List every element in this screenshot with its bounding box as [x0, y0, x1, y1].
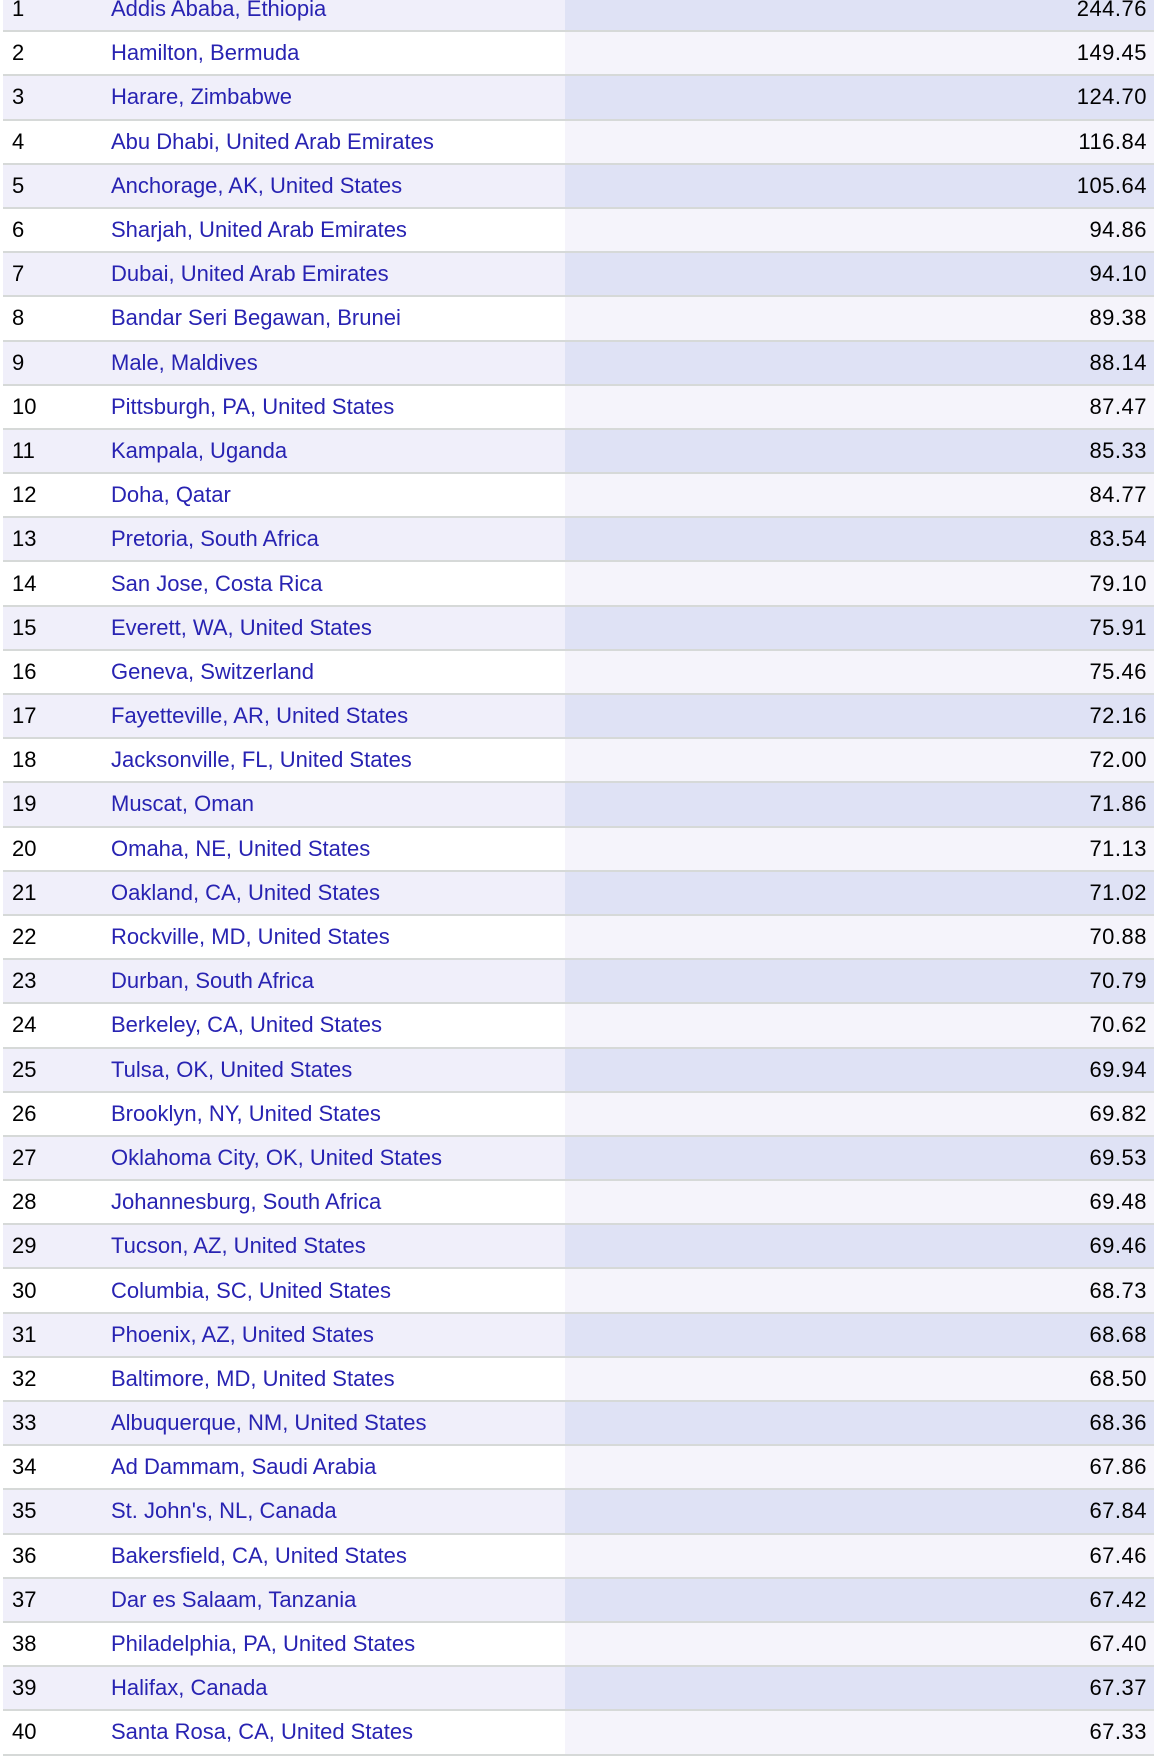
- table-row: [3, 0, 1154, 32]
- table-row: [3, 1269, 1154, 1313]
- city-link[interactable]: Berkeley, CA, United States: [111, 1012, 383, 1038]
- index-value: 67.42: [1089, 1586, 1147, 1612]
- city-cell: [95, 474, 565, 516]
- city-link[interactable]: Sharjah, United Arab Emirates: [111, 217, 407, 243]
- index-bar-cell: [565, 1225, 1154, 1267]
- city-cell: [95, 1667, 565, 1709]
- index-bar-cell: [565, 651, 1154, 693]
- city-link[interactable]: Hamilton, Bermuda: [111, 40, 300, 66]
- index-bar-cell: [565, 297, 1154, 339]
- table-row: [3, 1667, 1154, 1711]
- index-bar-cell: [565, 1093, 1154, 1135]
- table-row: [3, 960, 1154, 1004]
- index-bar-cell: [565, 739, 1154, 781]
- rank-cell: 37: [3, 1579, 95, 1621]
- table-row: [3, 209, 1154, 253]
- rank-cell: 32: [3, 1358, 95, 1400]
- rank-cell: 20: [3, 828, 95, 870]
- table-row: [3, 651, 1154, 695]
- index-bar-cell: [565, 1623, 1154, 1665]
- city-link[interactable]: Philadelphia, PA, United States: [111, 1631, 416, 1657]
- city-link[interactable]: Omaha, NE, United States: [111, 835, 371, 861]
- index-bar-cell: [565, 1579, 1154, 1621]
- index-value: 84.77: [1089, 482, 1147, 508]
- index-value: 67.46: [1089, 1542, 1147, 1568]
- rank-cell: 19: [3, 783, 95, 825]
- table-row: [3, 1181, 1154, 1225]
- rank-cell: 8: [3, 297, 95, 339]
- city-link[interactable]: Ad Dammam, Saudi Arabia: [111, 1454, 377, 1480]
- city-link[interactable]: San Jose, Costa Rica: [111, 570, 323, 596]
- city-cell: [95, 562, 565, 604]
- city-cell: [95, 916, 565, 958]
- index-value: 72.16: [1089, 703, 1147, 729]
- table-row: [3, 1711, 1154, 1755]
- table-row: [3, 1314, 1154, 1358]
- city-link[interactable]: Columbia, SC, United States: [111, 1277, 392, 1303]
- index-bar-cell: [565, 1446, 1154, 1488]
- index-value: 69.94: [1089, 1056, 1147, 1082]
- index-bar-cell: [565, 1049, 1154, 1091]
- index-value: 89.38: [1089, 305, 1147, 331]
- index-bar-cell: [565, 960, 1154, 1002]
- city-link[interactable]: Tulsa, OK, United States: [111, 1056, 353, 1082]
- rank-cell: 29: [3, 1225, 95, 1267]
- city-cell: [95, 607, 565, 649]
- city-link[interactable]: Anchorage, AK, United States: [111, 172, 403, 198]
- index-value: 75.91: [1089, 614, 1147, 640]
- city-cell: [95, 0, 565, 30]
- index-value: 68.36: [1089, 1410, 1147, 1436]
- table-row: [3, 342, 1154, 386]
- index-bar-cell: [565, 1269, 1154, 1311]
- table-row: [3, 76, 1154, 120]
- city-cell: [95, 1137, 565, 1179]
- rank-cell: 7: [3, 253, 95, 295]
- city-cell: [95, 121, 565, 163]
- index-value: 149.45: [1076, 40, 1147, 66]
- rank-cell: 35: [3, 1490, 95, 1532]
- table-row: [3, 32, 1154, 76]
- city-link[interactable]: Oklahoma City, OK, United States: [111, 1144, 442, 1170]
- table-row: [3, 1446, 1154, 1490]
- table-row: [3, 430, 1154, 474]
- city-cell: [95, 1490, 565, 1532]
- index-bar-cell: [565, 253, 1154, 295]
- city-link[interactable]: Oakland, CA, United States: [111, 879, 381, 905]
- index-bar-cell: [565, 0, 1154, 30]
- table-row: [3, 253, 1154, 297]
- index-value: 67.33: [1089, 1719, 1147, 1745]
- index-value: 67.37: [1089, 1675, 1147, 1701]
- index-bar-cell: [565, 1358, 1154, 1400]
- city-cell: [95, 386, 565, 428]
- index-bar-cell: [565, 916, 1154, 958]
- index-value: 94.86: [1089, 217, 1147, 243]
- table-row: [3, 165, 1154, 209]
- city-link[interactable]: Tucson, AZ, United States: [111, 1233, 366, 1259]
- rank-cell: 17: [3, 695, 95, 737]
- city-link[interactable]: Jacksonville, FL, United States: [111, 747, 412, 773]
- table-row: [3, 1358, 1154, 1402]
- rank-cell: 30: [3, 1269, 95, 1311]
- index-value: 68.50: [1089, 1365, 1147, 1391]
- index-value: 85.33: [1089, 437, 1147, 463]
- rank-cell: 31: [3, 1314, 95, 1356]
- city-link[interactable]: Rockville, MD, United States: [111, 924, 390, 950]
- index-value: 72.00: [1089, 747, 1147, 773]
- city-link[interactable]: Bandar Seri Begawan, Brunei: [111, 305, 401, 331]
- index-value: 71.02: [1089, 879, 1147, 905]
- index-bar-cell: [565, 1667, 1154, 1709]
- table-row: [3, 1004, 1154, 1048]
- index-bar-cell: [565, 1711, 1154, 1753]
- city-cell: [95, 960, 565, 1002]
- city-link[interactable]: Addis Ababa, Ethiopia: [111, 0, 327, 22]
- table-row: [3, 562, 1154, 606]
- rank-cell: 3: [3, 76, 95, 118]
- index-value: 116.84: [1078, 128, 1147, 154]
- city-cell: [95, 695, 565, 737]
- index-bar-cell: [565, 342, 1154, 384]
- city-cell: [95, 1004, 565, 1046]
- rank-cell: 4: [3, 121, 95, 163]
- table-row: [3, 297, 1154, 341]
- city-link[interactable]: Doha, Qatar: [111, 482, 231, 508]
- table-row: [3, 607, 1154, 651]
- index-value: 244.76: [1076, 0, 1147, 22]
- city-cell: [95, 1269, 565, 1311]
- rank-cell: 33: [3, 1402, 95, 1444]
- index-bar-cell: [565, 695, 1154, 737]
- index-bar-cell: [565, 165, 1154, 207]
- city-cell: [95, 1535, 565, 1577]
- city-cell: [95, 1314, 565, 1356]
- table-row: [3, 916, 1154, 960]
- table-row: [3, 828, 1154, 872]
- table-row: [3, 1093, 1154, 1137]
- table-row: [3, 386, 1154, 430]
- rank-cell: 21: [3, 872, 95, 914]
- city-link[interactable]: Muscat, Oman: [111, 791, 255, 817]
- rank-cell: 28: [3, 1181, 95, 1223]
- index-bar-cell: [565, 1181, 1154, 1223]
- index-value: 67.40: [1089, 1631, 1147, 1657]
- city-link[interactable]: Durban, South Africa: [111, 968, 315, 994]
- rank-cell: 34: [3, 1446, 95, 1488]
- index-value: 70.88: [1089, 924, 1147, 950]
- rank-cell: 10: [3, 386, 95, 428]
- city-link[interactable]: Fayetteville, AR, United States: [111, 703, 409, 729]
- city-cell: [95, 1049, 565, 1091]
- city-cell: [95, 342, 565, 384]
- city-link[interactable]: Johannesburg, South Africa: [111, 1189, 382, 1215]
- city-cell: [95, 1181, 565, 1223]
- city-cell: [95, 253, 565, 295]
- rank-cell: 24: [3, 1004, 95, 1046]
- table-row: [3, 121, 1154, 165]
- city-cell: [95, 76, 565, 118]
- city-link[interactable]: Santa Rosa, CA, United States: [111, 1719, 414, 1745]
- city-link[interactable]: Everett, WA, United States: [111, 614, 372, 640]
- index-bar-cell: [565, 474, 1154, 516]
- rank-cell: 1: [3, 0, 95, 30]
- rank-cell: 12: [3, 474, 95, 516]
- city-cell: [95, 783, 565, 825]
- rank-cell: 25: [3, 1049, 95, 1091]
- city-cell: [95, 165, 565, 207]
- index-bar-cell: [565, 1490, 1154, 1532]
- index-value: 83.54: [1089, 526, 1147, 552]
- index-value: 71.86: [1089, 791, 1147, 817]
- city-cell: [95, 1446, 565, 1488]
- table-row: [3, 1490, 1154, 1534]
- city-cell: [95, 739, 565, 781]
- city-cell: [95, 1093, 565, 1135]
- city-cell: [95, 828, 565, 870]
- table-row: [3, 1225, 1154, 1269]
- city-link[interactable]: Geneva, Switzerland: [111, 658, 314, 684]
- index-bar-cell: [565, 828, 1154, 870]
- rank-cell: 16: [3, 651, 95, 693]
- rank-cell: 9: [3, 342, 95, 384]
- city-cell: [95, 32, 565, 74]
- rank-cell: 26: [3, 1093, 95, 1135]
- index-value: 70.79: [1089, 968, 1147, 994]
- table-row: [3, 474, 1154, 518]
- index-value: 67.86: [1089, 1454, 1147, 1480]
- index-value: 105.64: [1076, 172, 1147, 198]
- table-row: [3, 518, 1154, 562]
- rank-cell: 27: [3, 1137, 95, 1179]
- city-cell: [95, 1225, 565, 1267]
- table-row: [3, 1049, 1154, 1093]
- index-value: 68.73: [1089, 1277, 1147, 1303]
- index-value: 68.68: [1089, 1321, 1147, 1347]
- city-link[interactable]: Baltimore, MD, United States: [111, 1365, 395, 1391]
- rank-cell: 40: [3, 1711, 95, 1753]
- rank-cell: 39: [3, 1667, 95, 1709]
- rank-cell: 23: [3, 960, 95, 1002]
- index-bar-cell: [565, 518, 1154, 560]
- city-link[interactable]: Halifax, Canada: [111, 1675, 268, 1701]
- index-bar-cell: [565, 562, 1154, 604]
- city-link[interactable]: Male, Maldives: [111, 349, 258, 375]
- city-link[interactable]: St. John's, NL, Canada: [111, 1498, 337, 1524]
- city-cell: [95, 1711, 565, 1753]
- city-link[interactable]: Pretoria, South Africa: [111, 526, 319, 552]
- city-link[interactable]: Albuquerque, NM, United States: [111, 1410, 427, 1436]
- rank-cell: 38: [3, 1623, 95, 1665]
- index-value: 79.10: [1089, 570, 1147, 596]
- rank-cell: 6: [3, 209, 95, 251]
- rank-cell: 22: [3, 916, 95, 958]
- index-bar-cell: [565, 1314, 1154, 1356]
- index-value: 69.46: [1089, 1233, 1147, 1259]
- index-value: 88.14: [1089, 349, 1147, 375]
- index-value: 94.10: [1089, 261, 1147, 287]
- city-cell: [95, 1358, 565, 1400]
- table-row: [3, 1579, 1154, 1623]
- index-bar-cell: [565, 32, 1154, 74]
- city-cell: [95, 1623, 565, 1665]
- city-link[interactable]: Brooklyn, NY, United States: [111, 1100, 381, 1126]
- rank-cell: 2: [3, 32, 95, 74]
- city-cell: [95, 1579, 565, 1621]
- index-bar-cell: [565, 1402, 1154, 1444]
- table-row: [3, 783, 1154, 827]
- city-cell: [95, 518, 565, 560]
- city-cell: [95, 651, 565, 693]
- city-rankings-table: [3, 0, 1154, 1756]
- index-bar-cell: [565, 76, 1154, 118]
- city-link[interactable]: Dar es Salaam, Tanzania: [111, 1586, 357, 1612]
- index-bar-cell: [565, 1137, 1154, 1179]
- city-link[interactable]: Abu Dhabi, United Arab Emirates: [111, 128, 434, 154]
- rank-cell: 11: [3, 430, 95, 472]
- index-value: 87.47: [1089, 393, 1147, 419]
- table-row: [3, 1402, 1154, 1446]
- table-row: [3, 739, 1154, 783]
- table-row: [3, 695, 1154, 739]
- index-bar-cell: [565, 872, 1154, 914]
- index-value: 69.53: [1089, 1144, 1147, 1170]
- index-value: 124.70: [1076, 84, 1147, 110]
- city-link[interactable]: Pittsburgh, PA, United States: [111, 393, 395, 419]
- index-bar-cell: [565, 121, 1154, 163]
- city-link[interactable]: Harare, Zimbabwe: [111, 84, 292, 110]
- index-bar-cell: [565, 1004, 1154, 1046]
- city-cell: [95, 872, 565, 914]
- rank-cell: 5: [3, 165, 95, 207]
- index-bar-cell: [565, 430, 1154, 472]
- index-value: 75.46: [1089, 658, 1147, 684]
- index-bar-cell: [565, 607, 1154, 649]
- rank-cell: 18: [3, 739, 95, 781]
- city-cell: [95, 297, 565, 339]
- city-link[interactable]: Phoenix, AZ, United States: [111, 1321, 374, 1347]
- index-bar-cell: [565, 386, 1154, 428]
- city-link[interactable]: Dubai, United Arab Emirates: [111, 261, 389, 287]
- table-row: [3, 872, 1154, 916]
- index-value: 71.13: [1089, 835, 1147, 861]
- rank-cell: 36: [3, 1535, 95, 1577]
- table-row: [3, 1623, 1154, 1667]
- index-value: 69.82: [1089, 1100, 1147, 1126]
- index-bar-cell: [565, 209, 1154, 251]
- index-value: 69.48: [1089, 1189, 1147, 1215]
- index-value: 70.62: [1089, 1012, 1147, 1038]
- index-bar-cell: [565, 783, 1154, 825]
- table-row: [3, 1137, 1154, 1181]
- index-bar-cell: [565, 1535, 1154, 1577]
- rank-cell: 15: [3, 607, 95, 649]
- rank-cell: 13: [3, 518, 95, 560]
- city-link[interactable]: Bakersfield, CA, United States: [111, 1542, 407, 1568]
- city-link[interactable]: Kampala, Uganda: [111, 437, 288, 463]
- rank-cell: 14: [3, 562, 95, 604]
- city-cell: [95, 209, 565, 251]
- table-row: [3, 1535, 1154, 1579]
- index-value: 67.84: [1089, 1498, 1147, 1524]
- city-cell: [95, 1402, 565, 1444]
- city-cell: [95, 430, 565, 472]
